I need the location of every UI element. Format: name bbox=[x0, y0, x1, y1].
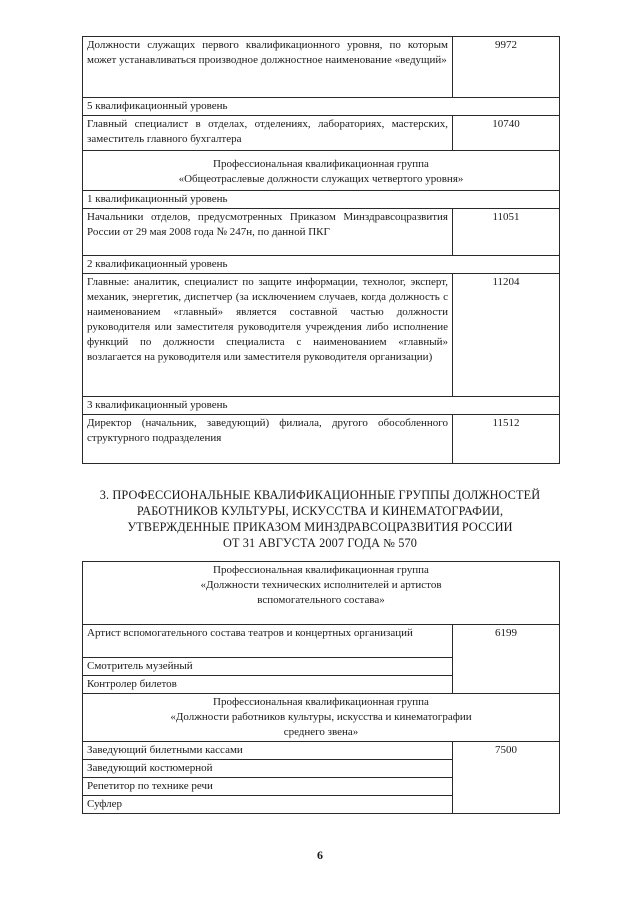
salary-value: 11512 bbox=[453, 415, 560, 464]
table-row bbox=[83, 415, 560, 464]
position-description: Главные: аналитик, специалист по защите информации, технолог, эксперт, механик, энергетик, диспетчер (за исключением случаев, когда должность с наименованием «главный» является составной частью должности руководителя или заместителя руководителя учреждения либо исполнение функций по должности специалиста с наименованием «главный» возлагается на руководителя или заместителя руководителя организации) bbox=[83, 274, 453, 397]
table-row bbox=[83, 191, 560, 209]
section-heading-line: РАБОТНИКОВ КУЛЬТУРЫ, ИСКУССТВА И КИНЕМАТОГРАФИИ, bbox=[136, 504, 504, 518]
table-row bbox=[83, 37, 560, 98]
page-number: 6 bbox=[317, 848, 323, 862]
table-row bbox=[83, 625, 560, 658]
position-description: Должности служащих первого квалификационного уровня, по которым может устанавливаться производное должностное наименование «ведущий» bbox=[83, 37, 453, 98]
salary-value: 10740 bbox=[453, 116, 560, 151]
salary-table-top bbox=[82, 36, 560, 464]
position-description: Смотритель музейный bbox=[83, 658, 453, 676]
position-description: Главный специалист в отделах, отделениях, лабораториях, мастерских, заместитель главного бухгалтера bbox=[83, 116, 453, 151]
position-description: Заведующий костюмерной bbox=[83, 760, 453, 778]
position-description: Контролер билетов bbox=[83, 676, 453, 694]
salary-value: 6199 bbox=[453, 625, 560, 694]
table-row bbox=[83, 98, 560, 116]
group-name: среднего звена» bbox=[283, 726, 359, 738]
salary-value: 7500 bbox=[453, 742, 560, 814]
group-name: «Общеотраслевые должности служащих четвертого уровня» bbox=[178, 173, 464, 185]
group-name: «Должности технических исполнителей и артистов bbox=[200, 579, 442, 591]
group-title: Профессиональная квалификационная группа bbox=[213, 696, 429, 708]
qualification-group-header bbox=[83, 562, 560, 625]
position-description: Директор (начальник, заведующий) филиала, другого обособленного структурного подразделения bbox=[83, 415, 453, 464]
qualification-level: 3 квалификационный уровень bbox=[83, 397, 560, 415]
qualification-level: 2 квалификационный уровень bbox=[83, 256, 560, 274]
qualification-level: 1 квалификационный уровень bbox=[83, 191, 560, 209]
table-row bbox=[83, 209, 560, 256]
table-row bbox=[83, 694, 560, 742]
table-row bbox=[83, 151, 560, 191]
table-row bbox=[83, 562, 560, 625]
section-heading-line: ОТ 31 АВГУСТА 2007 ГОДА № 570 bbox=[222, 536, 418, 550]
table-row bbox=[83, 256, 560, 274]
position-description: Репетитор по технике речи bbox=[83, 778, 453, 796]
group-name: вспомогательного состава» bbox=[257, 594, 385, 606]
table-row bbox=[83, 116, 560, 151]
group-name: «Должности работников культуры, искусства и кинематографии bbox=[170, 711, 472, 723]
position-description: Суфлер bbox=[83, 796, 453, 814]
position-description: Начальники отделов, предусмотренных Приказом Минздравсоцразвития России от 29 мая 2008 года № 247н, по данной ПКГ bbox=[83, 209, 453, 256]
table-row bbox=[83, 397, 560, 415]
table-row bbox=[83, 742, 560, 760]
position-description: Артист вспомогательного состава театров и концертных организаций bbox=[83, 625, 453, 658]
qualification-group-header bbox=[83, 151, 560, 191]
group-title: Профессиональная квалификационная группа bbox=[213, 564, 429, 576]
qualification-group-header bbox=[83, 694, 560, 742]
salary-value: 9972 bbox=[453, 37, 560, 98]
section-heading-line: 3. ПРОФЕССИОНАЛЬНЫЕ КВАЛИФИКАЦИОННЫЕ ГРУППЫ ДОЛЖНОСТЕЙ bbox=[99, 488, 541, 502]
table-row bbox=[83, 274, 560, 397]
salary-table-culture bbox=[82, 561, 560, 814]
section-heading-line: УТВЕРЖДЕННЫЕ ПРИКАЗОМ МИНЗДРАВСОЦРАЗВИТИЯ РОССИИ bbox=[127, 520, 513, 534]
salary-value: 11204 bbox=[453, 274, 560, 397]
position-description: Заведующий билетными кассами bbox=[83, 742, 453, 760]
section-heading bbox=[70, 487, 570, 551]
group-title: Профессиональная квалификационная группа bbox=[213, 158, 429, 170]
qualification-level: 5 квалификационный уровень bbox=[83, 98, 560, 116]
salary-value: 11051 bbox=[453, 209, 560, 256]
